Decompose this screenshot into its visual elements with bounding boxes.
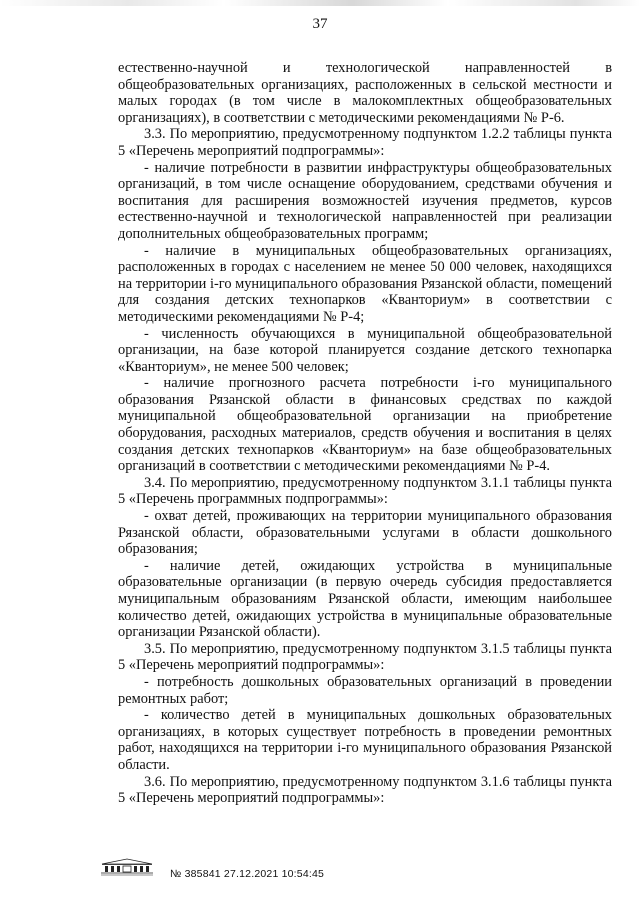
scan-top-edge: [0, 0, 640, 6]
paragraph-continuation: естественно-научной и технологической направленностей в общеобразовательных организациях, расположенных в сельской местности и малых городах (в том числе в малокомплектных общеобразовательных организациях), в соответствии с методическими рекомендациями № Р-6.: [118, 60, 612, 126]
paragraph-3-3-heading: 3.3. По мероприятию, предусмотренному подпунктом 1.2.2 таблицы пункта 5 «Перечень мероприятий подпрограммы»:: [118, 126, 612, 159]
list-item: - наличие потребности в развитии инфраструктуры общеобразовательных организаций, в том числе оснащение оборудованием, средствами обучения и воспитания для расширения возможностей изучения предметов, курсов естественно-научной и технологической направленностей при реализации дополнительных общеобразовательных программ;: [118, 159, 612, 242]
list-item: - потребность дошкольных образовательных организаций в проведении ремонтных работ;: [118, 673, 612, 707]
document-body: [118, 60, 612, 807]
list-item: - численность обучающихся в муниципальной общеобразовательной организации, на базе которой планируется создание детского технопарка «Кванториум», не менее 500 человек;: [118, 325, 612, 375]
paragraph-3-4-heading: 3.4. По мероприятию, предусмотренному подпунктом 3.1.1 таблицы пункта 5 «Перечень программных подпрограммы»:: [118, 474, 612, 508]
list-item: - наличие детей, ожидающих устройства в муниципальные образовательные организации (в первую очередь субсидия предоставляется муниципальным образованиям Рязанской области, имеющим наибольшее количество детей, ожидающих устройства в муниципальные образовательные организации Рязанской области).: [118, 557, 612, 641]
list-item: - наличие в муниципальных общеобразовательных организациях, расположенных в городах с населением не менее 50 000 человек, находящихся на территории i-го муниципального образования Рязанской области, помещений для создания детских технопарков «Кванториум» в соответствии с методическими рекомендациями № Р-4;: [118, 242, 612, 325]
page-number: 37: [312, 16, 328, 32]
paragraph-3-5-heading: 3.5. По мероприятию, предусмотренному подпунктом 3.1.5 таблицы пункта 5 «Перечень мероприятий подпрограммы»:: [118, 640, 612, 674]
list-item: - количество детей в муниципальных дошкольных образовательных организациях, в которых существует потребность в проведении ремонтных работ, находящихся на территории i-го муниципального образования Рязанской области.: [118, 707, 612, 773]
list-item: - охват детей, проживающих на территории муниципального образования Рязанской области, образовательными услугами в области дошкольного образования;: [118, 508, 612, 558]
paragraph-3-6-heading: 3.6. По мероприятию, предусмотренному подпунктом 3.1.6 таблицы пункта 5 «Перечень мероприятий подпрограммы»:: [118, 773, 612, 807]
government-building-stamp-icon: [98, 858, 156, 876]
document-registration-stamp: № 385841 27.12.2021 10:54:45: [170, 868, 325, 880]
list-item: - наличие прогнозного расчета потребности i-го муниципального образования Рязанской области в финансовых средствах по каждой муниципальной общеобразовательной организации на приобретение оборудования, расходных материалов, средств обучения и воспитания в целях создания детских технопарков «Кванториум» на базе общеобразовательных организаций в соответствии с методическими рекомендациями № Р-4.: [118, 375, 612, 475]
